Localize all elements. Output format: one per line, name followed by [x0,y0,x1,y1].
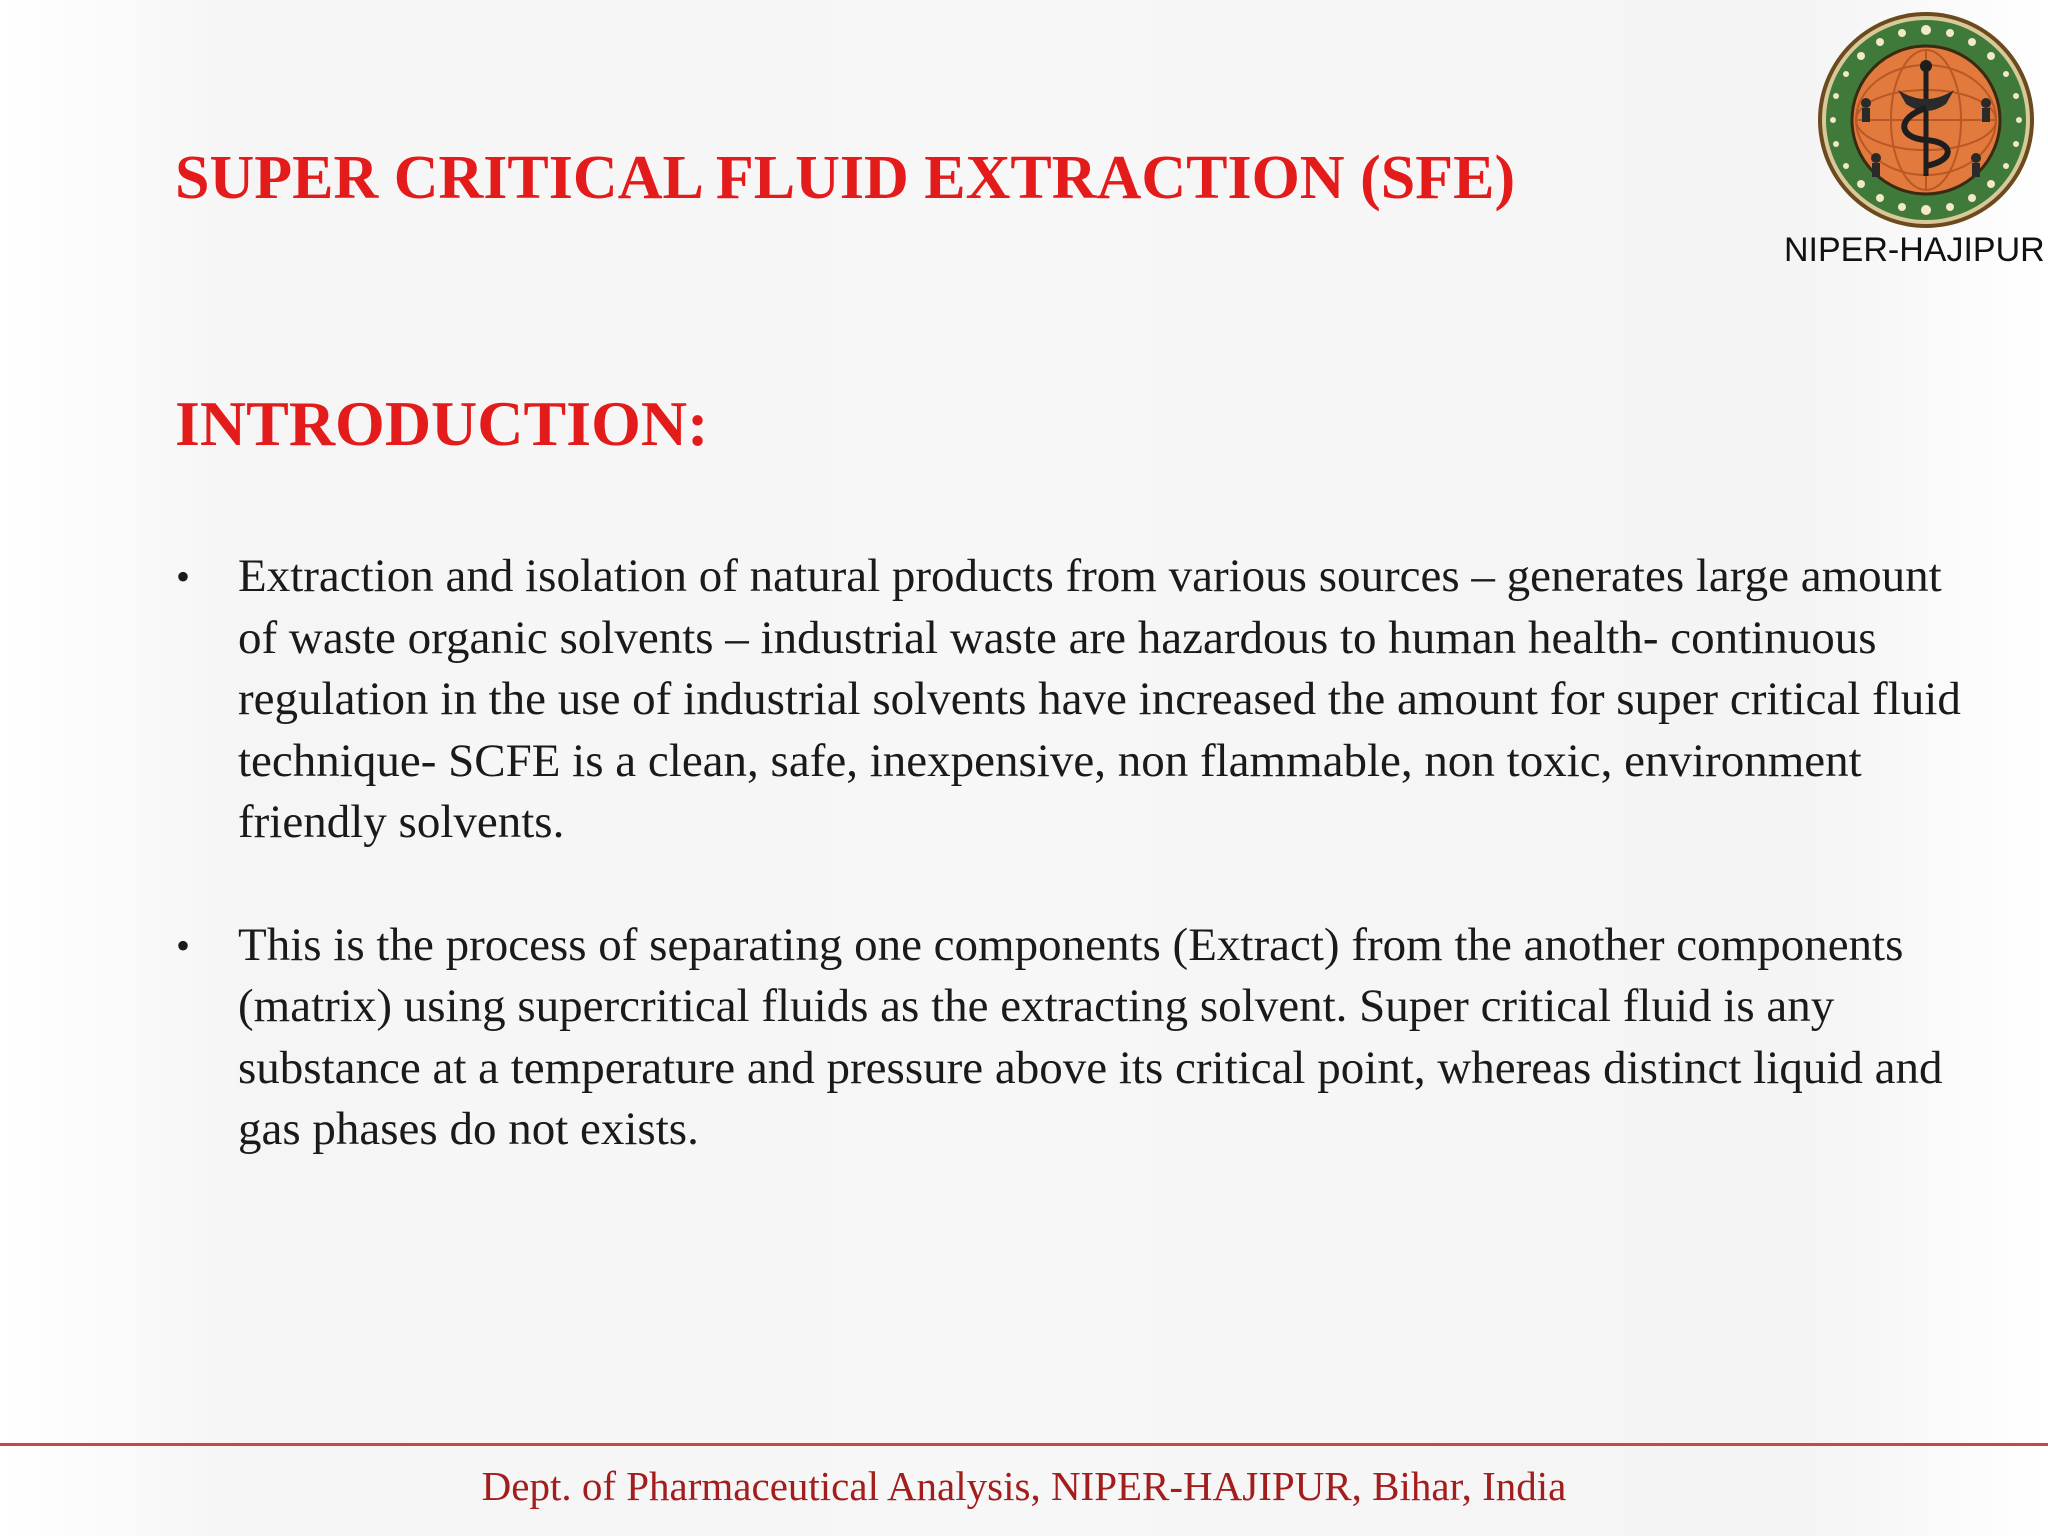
section-heading: INTRODUCTION: [175,388,709,459]
bullet-text: Extraction and isolation of natural products from various sources – generates large amount of waste organic solvents – industrial waste are hazardous to human health- continuous regulation in the use of industrial solvents have increased the amount for super critical fluid technique- SCFE is a clean, safe, inexpensive, non flammable, non toxic, environment friendly solvents. [238,550,1961,848]
bullet-item [0,546,1968,854]
logo-caption: NIPER-HAJIPUR [1784,231,2045,269]
bullet-text: This is the process of separating one components (Extract) from the another components (matrix) using supercritical fluids as the extracting solvent. Super critical fluid is any substance at a temperature and pressure above its critical point, whereas distinct liquid and gas phases do not exists. [238,918,1943,1155]
bullet-item [0,915,1968,1161]
niper-emblem-icon [1806,8,2046,240]
bullet-marker: • [176,922,191,968]
bullet-marker: • [176,554,191,599]
bullet-list [0,546,2048,1161]
slide-title: SUPER CRITICAL FLUID EXTRACTION (SFE) [175,144,1516,212]
footer-divider [0,1443,2048,1446]
footer-text: Dept. of Pharmaceutical Analysis, NIPER-HAJIPUR, Bihar, India [481,1463,1567,1509]
